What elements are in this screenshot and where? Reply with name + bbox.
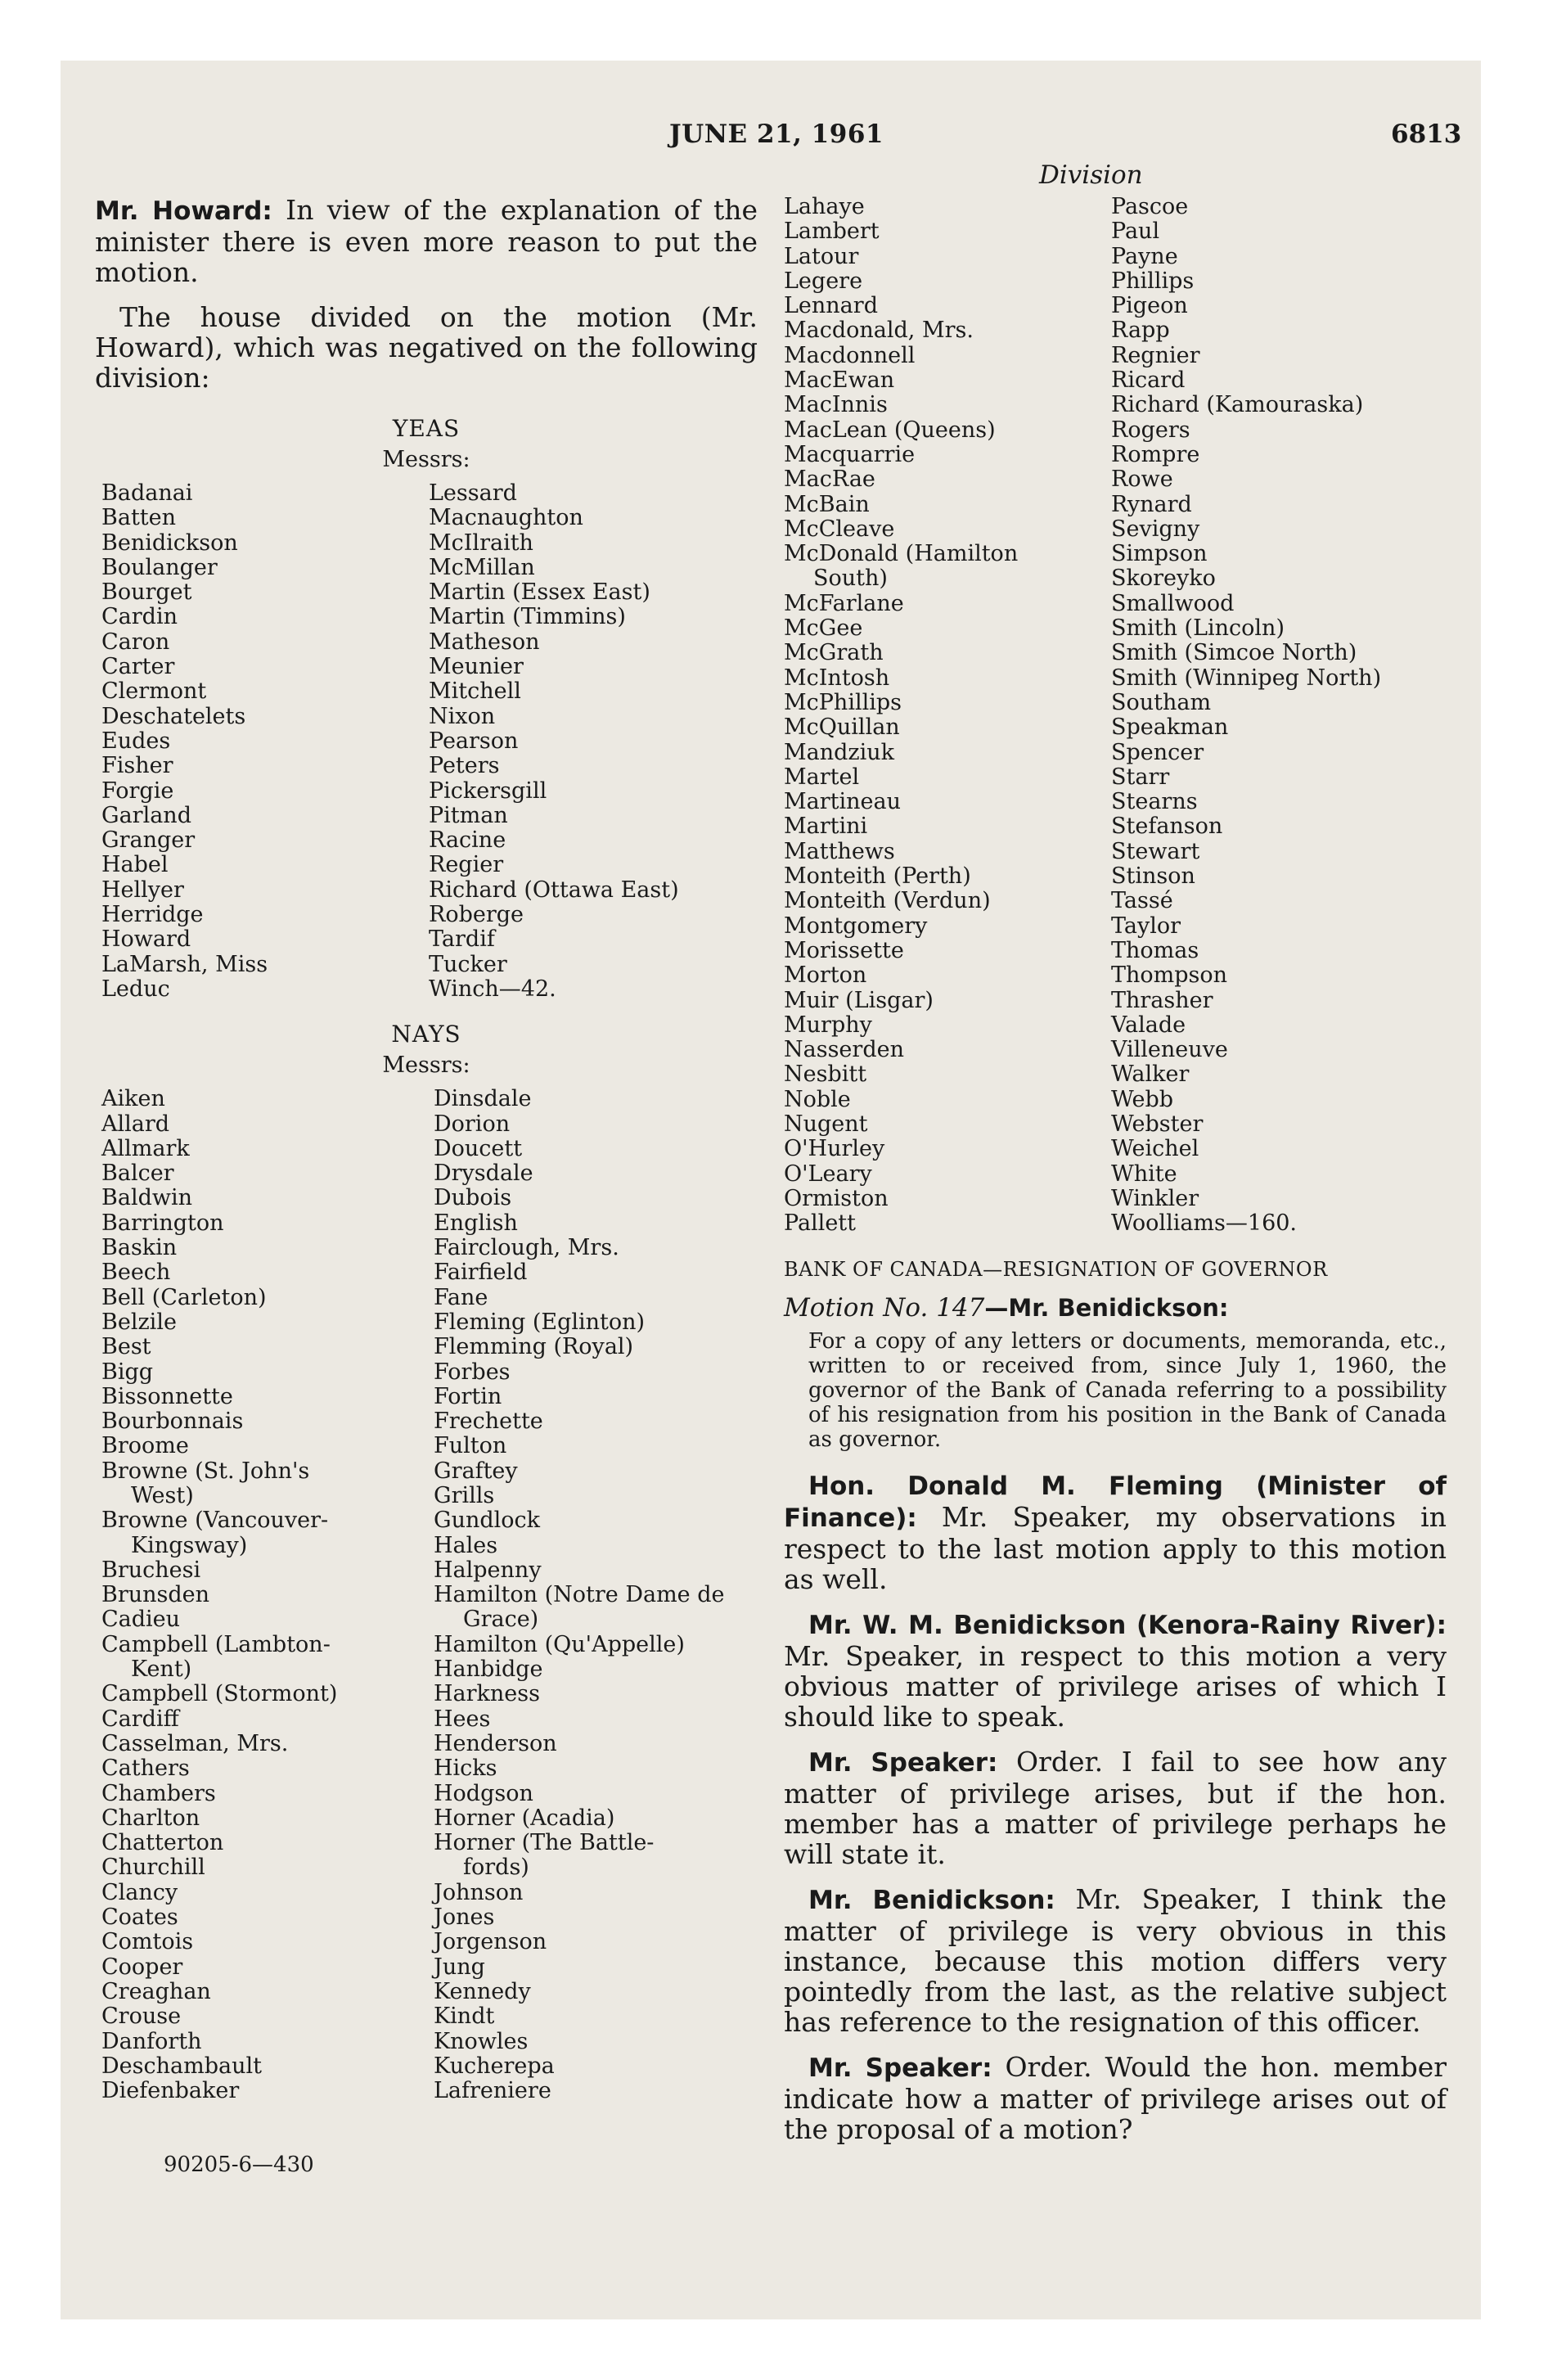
left-column [95, 195, 758, 2103]
member-name: Eudes [101, 728, 171, 754]
member-name: White [1111, 1161, 1177, 1187]
member-name: Harkness [434, 1681, 540, 1707]
member-name: Allmark [101, 1135, 190, 1161]
member-name: Ricard [1111, 367, 1186, 394]
member-name: Macquarrie [784, 441, 916, 467]
member-name: LaMarsh, Miss [101, 951, 268, 977]
member-name: Henderson [434, 1730, 557, 1756]
member-name: Baldwin [101, 1185, 192, 1211]
member-name: Woolliams—160. [1111, 1210, 1298, 1237]
yeas-heading: YEAS [392, 415, 461, 442]
member-name: Kingsway) [131, 1532, 248, 1558]
member-name: Payne [1111, 243, 1178, 269]
member-name: Caron [101, 629, 170, 655]
member-name: Macdonnell [784, 342, 916, 368]
member-name: Boulanger [101, 554, 218, 580]
member-name: Charlton [101, 1805, 200, 1831]
paragraph-text: In view of the explanation of the minister there is even more reason to put the motion. [95, 194, 758, 288]
member-name: Thomas [1111, 937, 1199, 963]
member-name: McGrath [784, 640, 884, 666]
member-name: Comtois [101, 1929, 194, 1955]
member-name: Spencer [1111, 739, 1204, 765]
member-name: Johnson [434, 1879, 524, 1905]
debate-paragraph [784, 1747, 1447, 1869]
member-name: Bourbonnais [101, 1409, 244, 1435]
debate-paragraph [784, 2052, 1447, 2144]
member-name: Browne (Vancouver- [101, 1508, 329, 1534]
paragraph-text: Order. I fail to see how any matter of privilege arises, but if the hon. member has a matter of privilege perhaps he will state it. [784, 1746, 1447, 1871]
page-number: 6813 [1391, 119, 1462, 149]
member-name: Mitchell [429, 678, 521, 705]
member-name: Rogers [1111, 417, 1190, 443]
member-name: Hees [434, 1706, 491, 1732]
section-heading: BANK OF CANADA—RESIGNATION OF GOVERNOR [784, 1258, 1328, 1282]
member-name: Drysdale [434, 1161, 533, 1187]
member-name: Murphy [784, 1012, 872, 1038]
speaker-name: Hon. Donald M. Fleming (Minister of Finance): [784, 1472, 1447, 1534]
member-name: Hellyer [101, 877, 184, 903]
member-name: Diefenbaker [101, 2078, 240, 2104]
nays-messrs: Messrs: [382, 1053, 470, 1079]
member-name: Martin (Timmins) [429, 604, 626, 630]
member-name: Clermont [101, 678, 207, 705]
member-name: McDonald (Hamilton [784, 541, 1019, 567]
member-name: Hamilton (Notre Dame de [434, 1582, 725, 1608]
member-name: West) [131, 1482, 194, 1508]
member-name: Starr [1111, 764, 1170, 790]
member-name: Kucherepa [434, 2053, 555, 2079]
member-name: Regnier [1111, 342, 1200, 368]
member-name: fords) [463, 1855, 529, 1881]
member-name: Tucker [429, 951, 507, 977]
member-name: Jung [434, 1954, 485, 1980]
member-name: Tassé [1111, 888, 1173, 914]
nays-column-1 [95, 1087, 434, 2103]
member-name: Cathers [101, 1756, 190, 1782]
member-name: Forbes [434, 1359, 511, 1385]
member-name: Howard [101, 926, 191, 953]
debate-paragraphs [784, 1470, 1447, 2144]
member-name: Graftey [434, 1458, 518, 1484]
yeas-list [95, 481, 758, 1002]
member-name: MacRae [784, 467, 875, 493]
member-name: Pitman [429, 802, 508, 828]
member-name: Lennard [784, 293, 878, 319]
member-name: Horner (The Battle- [434, 1830, 655, 1856]
member-name: Hodgson [434, 1780, 533, 1806]
debate-paragraph [784, 1884, 1447, 2037]
member-name: Latour [784, 243, 859, 269]
nays-list-left [95, 1087, 758, 2103]
member-name: Pallett [784, 1210, 857, 1237]
nays-heading: NAYS [391, 1021, 461, 1048]
member-name: Morton [784, 962, 867, 989]
member-name: Brunsden [101, 1582, 210, 1608]
member-name: Stewart [1111, 838, 1200, 864]
member-name: Creaghan [101, 1978, 211, 2004]
member-name: Winch—42. [429, 976, 556, 1002]
member-name: MacInnis [784, 392, 888, 418]
member-name: Fairfield [434, 1260, 528, 1286]
member-name: McQuillan [784, 714, 900, 741]
speaker-name: Mr. Benidickson: [808, 1886, 1055, 1916]
member-name: Pascoe [1111, 194, 1189, 219]
member-name: Jones [434, 1904, 495, 1931]
member-name: O'Hurley [784, 1136, 885, 1162]
member-name: Martini [784, 814, 868, 840]
member-name: Weichel [1111, 1136, 1199, 1162]
member-name: Speakman [1111, 714, 1229, 741]
member-name: Rowe [1111, 467, 1173, 493]
speaker-name: Mr. Speaker: [808, 1748, 998, 1778]
member-name: Cardiff [101, 1706, 179, 1732]
member-name: Southam [1111, 689, 1212, 715]
member-name: Meunier [429, 654, 524, 680]
paragraph-text: Mr. Speaker, in respect to this motion a very obvious matter of privilege arises of which I should like to speak. [784, 1640, 1447, 1733]
yeas-column-2 [429, 481, 679, 1002]
member-name: Fleming (Eglinton) [434, 1309, 646, 1335]
member-name: Fane [434, 1284, 488, 1310]
member-name: Garland [101, 802, 191, 828]
member-name: Churchill [101, 1855, 205, 1881]
member-name: Pigeon [1111, 293, 1188, 319]
member-name: Hamilton (Qu'Appelle) [434, 1631, 685, 1657]
member-name: McCleave [784, 516, 895, 542]
member-name: Skoreyko [1111, 566, 1216, 592]
member-name: Monteith (Verdun) [784, 888, 991, 914]
member-name: Regier [429, 852, 504, 878]
member-name: Bell (Carleton) [101, 1284, 267, 1310]
yeas-messrs: Messrs: [382, 447, 470, 472]
member-name: McFarlane [784, 590, 904, 616]
member-name: Browne (St. John's [101, 1458, 310, 1484]
member-name: Lafreniere [434, 2078, 551, 2104]
member-name: Doucett [434, 1135, 523, 1161]
nays-list-right [784, 195, 1447, 1236]
member-name: Smith (Lincoln) [1111, 615, 1285, 642]
division-heading: Division [1039, 160, 1143, 190]
nays-column-2 [434, 1087, 725, 2103]
member-name: Matthews [784, 838, 895, 864]
member-name: Lambert [784, 219, 880, 245]
member-name: Simpson [1111, 541, 1208, 567]
member-name: Horner (Acadia) [434, 1805, 615, 1831]
member-name: Batten [101, 505, 177, 531]
member-name: Webb [1111, 1086, 1174, 1112]
member-name: Mandziuk [784, 739, 895, 765]
yeas-column-1 [95, 481, 429, 1002]
member-name: Allard [101, 1111, 170, 1137]
paragraph-text: The house divided on the motion (Mr. Howard), which was negatived on the following division: [95, 301, 758, 394]
member-name: Bissonnette [101, 1383, 233, 1409]
member-name: Beech [101, 1260, 171, 1286]
member-name: Badanai [101, 480, 193, 506]
debate-paragraph [784, 1470, 1447, 1594]
member-name: Cadieu [101, 1607, 181, 1633]
footer-code: 90205-6—430 [164, 2152, 314, 2177]
member-name: Thompson [1111, 962, 1228, 989]
member-name: Jorgenson [434, 1929, 547, 1955]
member-name: Monteith (Perth) [784, 863, 971, 890]
member-name: Dorion [434, 1111, 511, 1137]
division-paragraph [95, 302, 758, 393]
member-name: Broome [101, 1433, 189, 1459]
member-name: McPhillips [784, 689, 902, 715]
debate-paragraph [784, 1609, 1447, 1732]
member-name: Fairclough, Mrs. [434, 1235, 619, 1261]
member-name: Bourget [101, 579, 192, 606]
member-name: Pearson [429, 728, 519, 754]
member-name: English [434, 1210, 518, 1236]
member-name: Montgomery [784, 913, 928, 939]
member-name: Martineau [784, 789, 901, 815]
member-name: Danforth [101, 2028, 202, 2054]
member-name: Noble [784, 1086, 851, 1112]
member-name: Racine [429, 827, 506, 854]
member-name: McIlraith [429, 530, 533, 556]
member-name: Macdonald, Mrs. [784, 318, 974, 344]
member-name: Dubois [434, 1185, 512, 1211]
member-name: Baskin [101, 1235, 178, 1261]
member-name: Peters [429, 753, 500, 779]
right-column [784, 195, 1447, 2159]
member-name: Sevigny [1111, 516, 1200, 542]
member-name: Lahaye [784, 194, 865, 219]
member-name: Habel [101, 852, 169, 878]
speaker-name: Mr. W. M. Benidickson (Kenora-Rainy River): [808, 1611, 1447, 1641]
member-name: Gundlock [434, 1508, 541, 1534]
member-name: Smallwood [1111, 590, 1235, 616]
member-name: Tardif [429, 926, 495, 953]
member-name: Crouse [101, 2004, 182, 2030]
motion-title [784, 1293, 1447, 1323]
member-name: Phillips [1111, 268, 1195, 294]
member-name: Leduc [101, 976, 170, 1002]
member-name: Cooper [101, 1954, 183, 1980]
member-name: Grills [434, 1482, 495, 1508]
member-name: Clancy [101, 1879, 178, 1905]
member-name: Herridge [101, 902, 204, 928]
member-name: Belzile [101, 1309, 177, 1335]
nays-column-4 [1111, 195, 1381, 1236]
member-name: Pickersgill [429, 778, 547, 804]
paragraph-text: Mr. Speaker, my observations in respect to the last motion apply to this motion as well. [784, 1501, 1447, 1596]
member-name: Chambers [101, 1780, 216, 1806]
member-name: Nixon [429, 703, 496, 729]
member-name: Martel [784, 764, 860, 790]
member-name: Frechette [434, 1409, 543, 1435]
member-name: Halpenny [434, 1557, 542, 1583]
member-name: MacLean (Queens) [784, 417, 996, 443]
member-name: Smith (Simcoe North) [1111, 640, 1357, 666]
member-name: Bigg [101, 1359, 154, 1385]
member-name: Casselman, Mrs. [101, 1730, 289, 1756]
member-name: Paul [1111, 219, 1160, 245]
member-name: Rompre [1111, 441, 1200, 467]
member-name: Grace) [463, 1607, 539, 1633]
member-name: Cardin [101, 604, 178, 630]
member-name: Winkler [1111, 1185, 1199, 1211]
member-name: Campbell (Stormont) [101, 1681, 338, 1707]
member-name: Chatterton [101, 1830, 224, 1856]
member-name: Webster [1111, 1111, 1204, 1137]
member-name: MacEwan [784, 367, 895, 394]
member-name: Best [101, 1334, 151, 1360]
member-name: McMillan [429, 554, 535, 580]
member-name: Coates [101, 1904, 178, 1931]
member-name: Smith (Winnipeg North) [1111, 665, 1382, 691]
member-name: Flemming (Royal) [434, 1334, 634, 1360]
member-name: Roberge [429, 902, 524, 928]
member-name: Richard (Ottawa East) [429, 877, 679, 903]
member-name: Valade [1111, 1012, 1186, 1038]
member-name: Matheson [429, 629, 540, 655]
motion-body: For a copy of any letters or documents, memoranda, etc., written to or received from, since July 1, 1960, the governor of the Bank of Canada referring to a possibility of his resignation from his position in the Bank of Canada as governor. [808, 1329, 1447, 1453]
member-name: Granger [101, 827, 196, 854]
member-name: Rynard [1111, 491, 1192, 517]
member-name: McBain [784, 491, 870, 517]
member-name: Fisher [101, 753, 173, 779]
member-name: Fortin [434, 1383, 502, 1409]
member-name: Stefanson [1111, 814, 1223, 840]
member-name: South) [813, 566, 888, 592]
paragraph-text: Mr. Speaker, I think the matter of privilege is very obvious in this instance, because this motion differs very pointedly from the last, as the relative subject has reference to the resignation of this officer. [784, 1883, 1447, 2039]
page-date: JUNE 21, 1961 [669, 119, 884, 149]
member-name: Stearns [1111, 789, 1198, 815]
member-name: Villeneuve [1111, 1037, 1228, 1063]
member-name: Taylor [1111, 913, 1181, 939]
member-name: Nesbitt [784, 1062, 867, 1088]
member-name: Legere [784, 268, 863, 294]
member-name: Thrasher [1111, 987, 1213, 1013]
member-name: Nasserden [784, 1037, 904, 1063]
member-name: Rapp [1111, 318, 1170, 344]
member-name: Hanbidge [434, 1657, 543, 1683]
member-name: Aiken [101, 1086, 165, 1112]
member-name: Forgie [101, 778, 174, 804]
member-name: Kennedy [434, 1978, 531, 2004]
member-name: Martin (Essex East) [429, 579, 650, 606]
member-name: Walker [1111, 1062, 1190, 1088]
member-name: Hicks [434, 1756, 497, 1782]
member-name: Fulton [434, 1433, 507, 1459]
member-name: Deschambault [101, 2053, 262, 2079]
member-name: Deschatelets [101, 703, 246, 729]
member-name: McGee [784, 615, 863, 642]
member-name: Bruchesi [101, 1557, 201, 1583]
member-name: Nugent [784, 1111, 868, 1137]
speaker-name: Mr. Howard: [95, 196, 272, 226]
member-name: Ormiston [784, 1185, 889, 1211]
nays-column-3 [784, 195, 1111, 1236]
paragraph-text: Order. Would the hon. member indicate how a matter of privilege arises out of the proposal of a motion? [784, 2051, 1447, 2146]
member-name: Balcer [101, 1161, 174, 1187]
member-name: Kent) [131, 1657, 192, 1683]
member-name: Richard (Kamouraska) [1111, 392, 1364, 418]
member-name: Barrington [101, 1210, 224, 1236]
speaker-name: Mr. Speaker: [808, 2053, 992, 2084]
member-name: Knowles [434, 2028, 529, 2054]
motion-number: Motion No. 147 [784, 1293, 985, 1323]
member-name: Hales [434, 1532, 498, 1558]
member-name: Campbell (Lambton- [101, 1631, 331, 1657]
member-name: Stinson [1111, 863, 1195, 890]
member-name: Kindt [434, 2004, 495, 2030]
motion-mover: —Mr. Benidickson: [984, 1294, 1229, 1323]
member-name: O'Leary [784, 1161, 872, 1187]
intro-paragraph [95, 195, 758, 287]
member-name: Macnaughton [429, 505, 583, 531]
member-name: Lessard [429, 480, 517, 506]
member-name: Carter [101, 654, 175, 680]
member-name: Benidickson [101, 530, 238, 556]
member-name: Muir (Lisgar) [784, 987, 934, 1013]
member-name: Morissette [784, 937, 904, 963]
member-name: McIntosh [784, 665, 890, 691]
member-name: Dinsdale [434, 1086, 532, 1112]
